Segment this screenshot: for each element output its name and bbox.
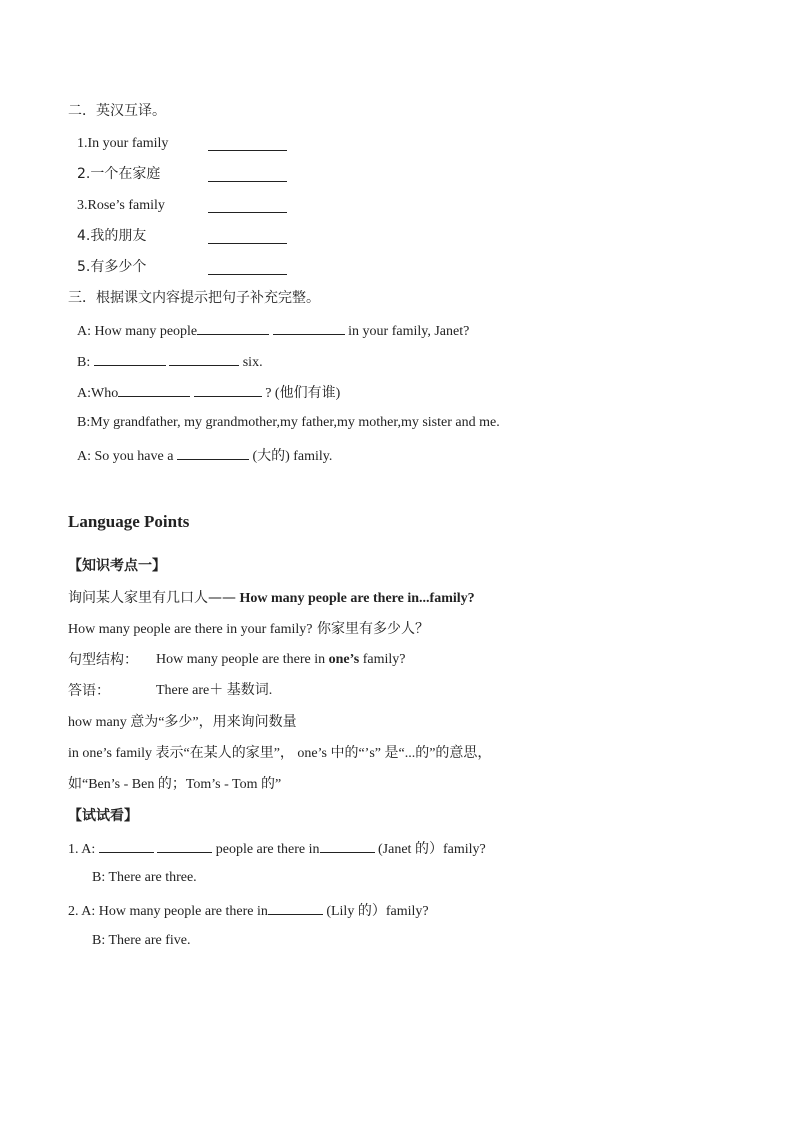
item-number: 5. [77,259,91,275]
answer-blank[interactable] [208,167,287,182]
kp1-example-line [68,619,429,640]
line-text: 你家里有多少人？ [312,621,429,637]
answer-blank[interactable] [118,382,190,397]
line-text: How many people are there in...family? [236,591,475,606]
line-text: How many people are there in [156,652,329,667]
language-points-heading: Language Points [68,512,190,531]
exercise-1-answer: B: There are three. [92,870,197,885]
item-text [77,226,146,246]
dialogue-line-b2: B:My grandfather, my grandmother,my father,my mother,my sister and me. [77,415,500,430]
item-text [77,134,168,154]
line-text: A:Who [77,386,119,401]
exercise-1-question [68,838,486,860]
note-line: in one’s family 表示“在某人的家里”， one’s 中的“’s” 是“...的”的意思， [68,746,492,761]
line-text: (大的) family. [248,449,333,464]
answer-label: 答语： [68,683,110,699]
structure-line [68,650,138,671]
answer-blank[interactable] [208,198,287,213]
line-text: one’s [328,652,360,667]
line-text: 2. A: How many people are there in [68,904,268,919]
item-text [77,164,160,184]
answer-blank[interactable] [273,320,345,335]
dialogue-line-a2 [77,382,340,404]
item-number: 2. [77,166,91,182]
exercise-2-answer: B: There are five. [92,933,191,948]
exercise-2-question [68,900,429,922]
line-text: How many people are there in your family? [68,622,313,637]
line-text: ? (他们有谁) [261,386,341,401]
item-text [77,196,165,216]
item-number: 3. [77,198,88,213]
section-2-title: 二．英汉互译。 [68,103,166,119]
line-text: 询问某人家里有几口人—— [68,590,236,606]
kp1-question-line [68,588,475,609]
answer-blank[interactable] [268,900,323,915]
answer-text: There are＋ 基数词. [156,683,273,698]
try-it-label: 【试试看】 [68,808,138,824]
line-text: people are there in [212,842,320,857]
item-prompt: 有多少个 [90,259,147,275]
item-prompt: 我的朋友 [90,228,147,244]
answer-blank[interactable] [157,838,212,853]
answer-blank[interactable] [208,260,287,275]
line-text: six. [239,355,263,370]
note-line: 如“Ben’s - Ben 的；Tom’s - Tom 的” [68,777,282,792]
section-3-title: 三．根据课文内容提示把句子补充完整。 [68,290,320,306]
dialogue-line-a3 [77,445,332,467]
line-text: in your family, Janet? [344,324,470,339]
answer-blank[interactable] [208,136,287,151]
line-text: 1. A: [68,842,99,857]
answer-blank[interactable] [320,838,375,853]
answer-blank[interactable] [94,351,166,366]
line-text: (Lily 的）family? [322,904,429,919]
line-text: A: How many people [77,324,198,339]
note-line: how many 意为“多少”，用来询问数量 [68,715,297,730]
answer-blank[interactable] [99,838,154,853]
answer-blank[interactable] [208,229,287,244]
dialogue-line-b1 [77,351,263,373]
structure-label: 句型结构： [68,652,138,668]
line-text: A: So you have a [77,449,177,464]
item-text [77,257,146,277]
item-prompt: In your family [87,136,169,151]
item-prompt: Rose’s family [87,198,165,213]
item-prompt: 一个在家庭 [90,166,161,182]
line-text: family? [359,652,406,667]
structure-text [156,650,405,670]
line-text: B: [77,355,94,370]
item-number: 1. [77,136,88,151]
line-text: (Janet 的）family? [374,842,486,857]
answer-blank[interactable] [194,382,262,397]
knowledge-point-label: 【知识考点一】 [68,558,166,574]
answer-blank[interactable] [197,320,269,335]
answer-blank[interactable] [169,351,239,366]
answer-blank[interactable] [177,445,249,460]
item-number: 4. [77,228,91,244]
dialogue-line-a1 [77,320,469,342]
